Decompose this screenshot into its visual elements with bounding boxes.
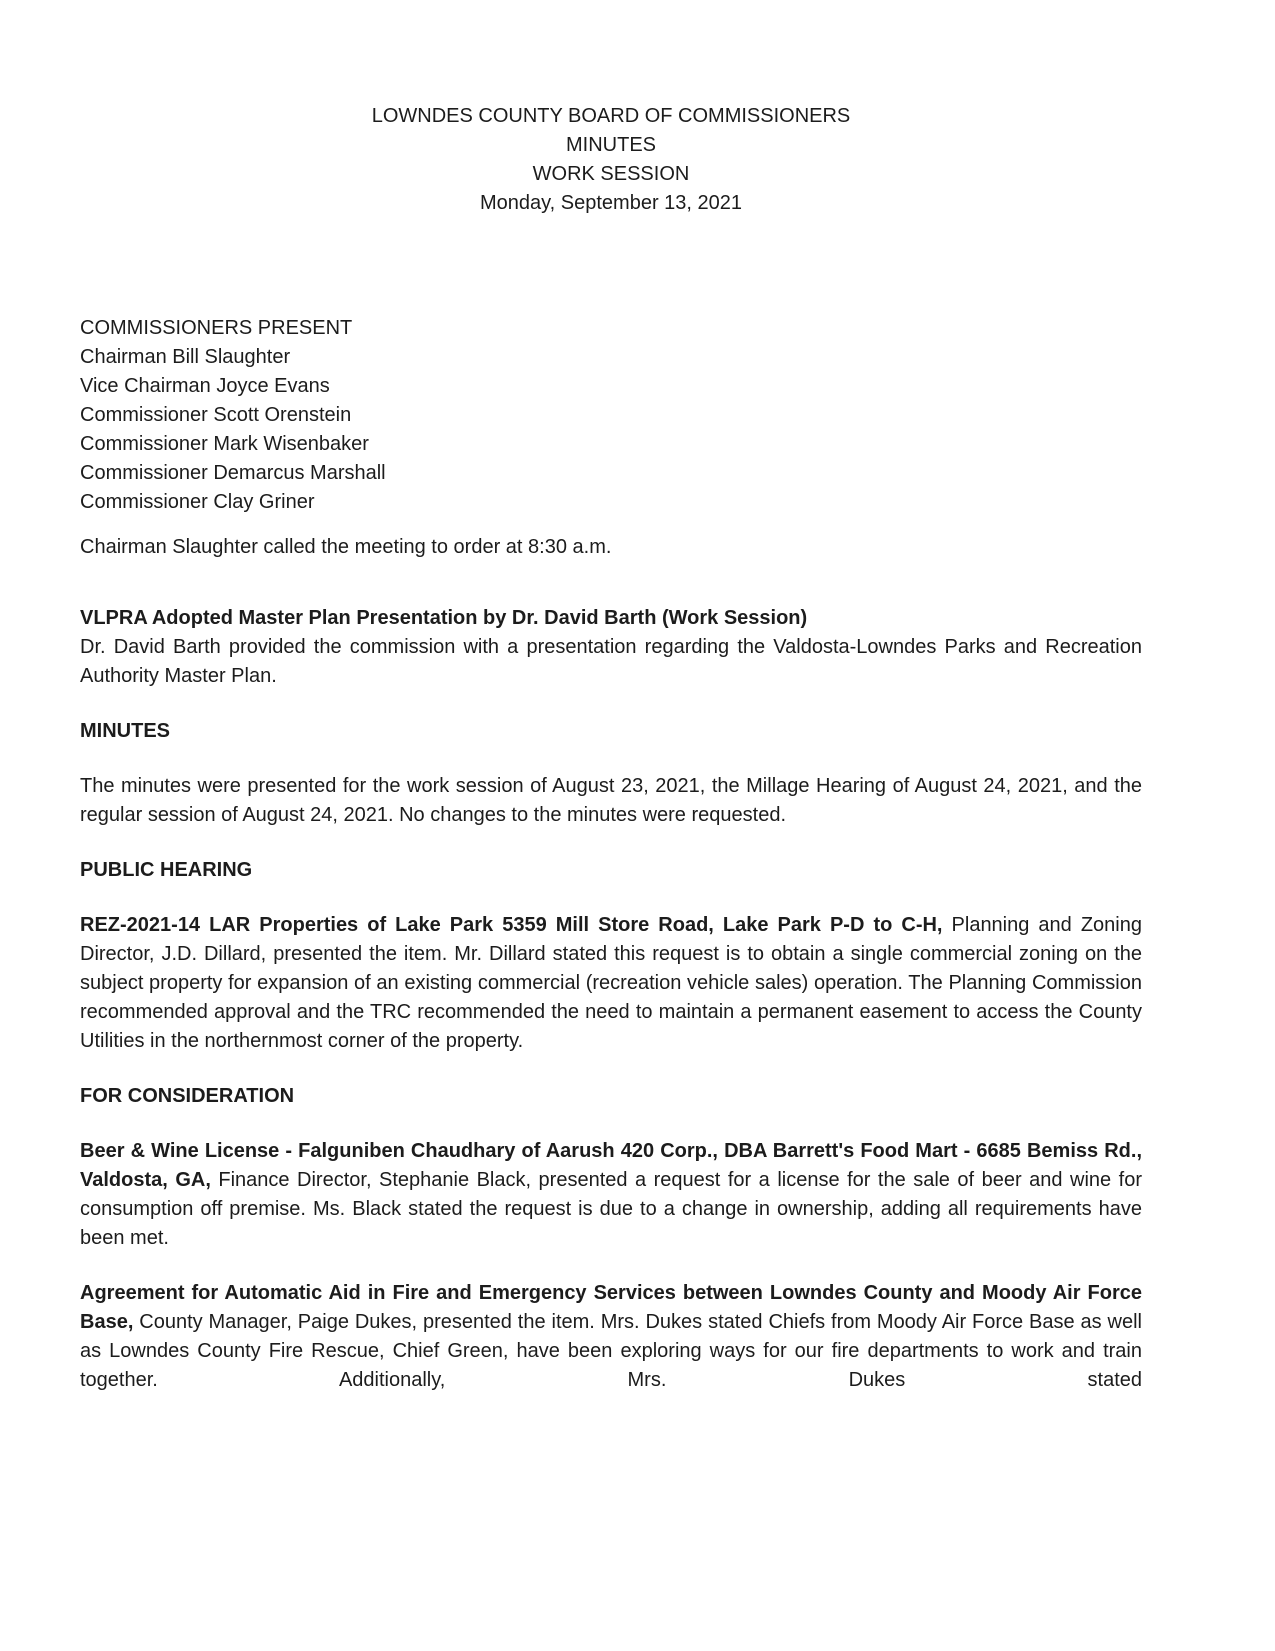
section-heading-for-consideration: FOR CONSIDERATION bbox=[80, 1085, 295, 1107]
rez-item-body: Planning and Zoning Director, J.D. Dillard, presented the item. Mr. Dillard stated this request is to obtain a single commercial zoning on the subject property for expansion of an existing commercial (recreation vehicle sales) operation. The Planning Commission recommended approval and the TRC recommended the need to maintain a permanent easement to access the County Utilities in the northernmost corner of the property. bbox=[80, 914, 1142, 1052]
document-header bbox=[80, 102, 1142, 218]
consideration-item-automatic-aid-agreement bbox=[80, 1279, 1142, 1395]
header-session-type: WORK SESSION bbox=[532, 163, 690, 185]
section-body-minutes: The minutes were presented for the work session of August 23, 2021, the Millage Hearing of August 24, 2021, and the regular session of August 24, 2021. No changes to the minutes were requested. bbox=[80, 775, 1142, 826]
header-organization: LOWNDES COUNTY BOARD OF COMMISSIONERS bbox=[371, 105, 851, 127]
attendee-commissioner-orenstein: Commissioner Scott Orenstein bbox=[80, 404, 352, 426]
attendee-vice-chairman: Vice Chairman Joyce Evans bbox=[80, 375, 330, 397]
consideration-item-beer-wine-license bbox=[80, 1137, 1142, 1253]
attendance-heading: COMMISSIONERS PRESENT bbox=[80, 317, 353, 339]
automatic-aid-item-title: Agreement for Automatic Aid in Fire and Emergency Services between Lowndes County and Moody Air Force Base, bbox=[80, 1282, 1142, 1333]
automatic-aid-item-body: County Manager, Paige Dukes, presented the item. Mrs. Dukes stated Chiefs from Moody Air Force Base as well as Lowndes County Fire Rescue, Chief Green, have been exploring ways for our fire departments to work and train together. Additionally, Mrs. Dukes stated bbox=[80, 1311, 1142, 1391]
rez-item-title: REZ-2021-14 LAR Properties of Lake Park 5359 Mill Store Road, Lake Park P-D to C-H, bbox=[80, 914, 943, 936]
call-to-order-line: Chairman Slaughter called the meeting to order at 8:30 a.m. bbox=[80, 536, 612, 558]
attendance-block bbox=[80, 314, 1142, 517]
beer-wine-item-title: Beer & Wine License - Falguniben Chaudhary of Aarush 420 Corp., DBA Barrett's Food Mart - 6685 Bemiss Rd., Valdosta, GA, bbox=[80, 1140, 1142, 1191]
attendee-chairman: Chairman Bill Slaughter bbox=[80, 346, 291, 368]
section-heading-vlpra: VLPRA Adopted Master Plan Presentation by Dr. David Barth (Work Session) bbox=[80, 607, 808, 629]
public-hearing-item-rez-2021-14 bbox=[80, 911, 1142, 1056]
section-body-vlpra: Dr. David Barth provided the commission with a presentation regarding the Valdosta-Lowndes Parks and Recreation Authority Master Plan. bbox=[80, 636, 1142, 687]
header-doc-type: MINUTES bbox=[566, 134, 656, 156]
section-heading-minutes: MINUTES bbox=[80, 720, 170, 742]
attendee-commissioner-wisenbaker: Commissioner Mark Wisenbaker bbox=[80, 433, 369, 455]
beer-wine-item-body: Finance Director, Stephanie Black, presented a request for a license for the sale of beer and wine for consumption off premise. Ms. Black stated the request is due to a change in ownership, adding all requirements have been met. bbox=[80, 1169, 1142, 1249]
section-heading-public-hearing: PUBLIC HEARING bbox=[80, 859, 253, 881]
attendee-commissioner-marshall: Commissioner Demarcus Marshall bbox=[80, 462, 386, 484]
attendee-commissioner-griner: Commissioner Clay Griner bbox=[80, 491, 315, 513]
header-date: Monday, September 13, 2021 bbox=[479, 192, 743, 214]
